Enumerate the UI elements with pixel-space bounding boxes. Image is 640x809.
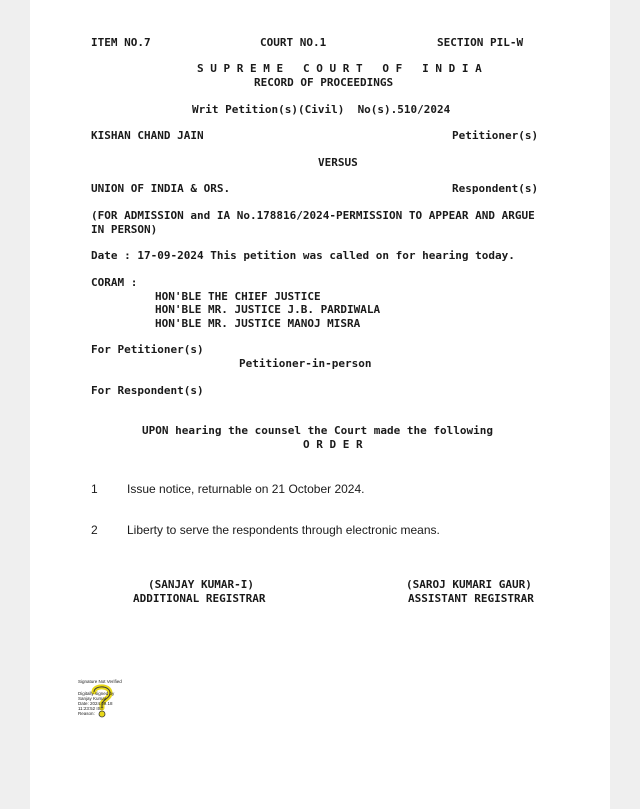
stamp-line-3: Sanjay Kumar [78,696,107,701]
coram-label: CORAM : [91,276,138,289]
for-petitioner-label: For Petitioner(s) [91,343,204,356]
judge-2: HON'BLE MR. JUSTICE J.B. PARDIWALA [155,303,381,316]
versus-label: VERSUS [318,156,358,169]
right-signatory-name: (SAROJ KUMARI GAUR) [406,578,532,591]
stamp-line-5: 11:23:52 IST [78,706,104,711]
order-intro: UPON hearing the counsel the Court made the following [142,424,493,437]
left-signatory-title: ADDITIONAL REGISTRAR [133,592,266,605]
stamp-line-2: Digitally signed by [78,691,115,696]
respondent-name: UNION OF INDIA & ORS. [91,182,231,195]
hearing-date-line: Date : 17-09-2024 This petition was called on for hearing today. [91,249,515,262]
right-signatory-title: ASSISTANT REGISTRAR [408,592,534,605]
ia-line-1: (FOR ADMISSION and IA No.178816/2024-PERMISSION TO APPEAR AND ARGUE [91,209,535,222]
order-heading: O R D E R [303,438,363,451]
court-name: S U P R E M E C O U R T O F I N D I A [197,62,482,75]
respondent-role: Respondent(s) [452,182,539,195]
stamp-line-4: Date: 2024.09.18 [78,701,113,706]
order-item-1-text: Issue notice, returnable on 21 October 2024. [127,482,365,496]
order-item-2-text: Liberty to serve the respondents through electronic means. [127,523,440,537]
petition-number: Writ Petition(s)(Civil) No(s).510/2024 [192,103,451,116]
judge-3: HON'BLE MR. JUSTICE MANOJ MISRA [155,317,361,330]
judge-1: HON'BLE THE CHIEF JUSTICE [155,290,321,303]
stamp-line-6: Reason: [78,711,95,716]
left-signatory-name: (SANJAY KUMAR-I) [148,578,254,591]
digital-signature-stamp [78,678,138,726]
ia-line-2: IN PERSON) [91,223,158,236]
petitioner-role: Petitioner(s) [452,129,539,142]
for-respondent-label: For Respondent(s) [91,384,204,397]
document-page [30,0,610,809]
item-number: ITEM NO.7 [91,36,151,49]
petitioner-name: KISHAN CHAND JAIN [91,129,204,142]
record-of-proceedings: RECORD OF PROCEEDINGS [254,76,394,89]
order-item-2-number: 2 [91,523,98,537]
section-label: SECTION PIL-W [437,36,524,49]
court-number: COURT NO.1 [260,36,327,49]
stamp-line-1: Signature Not Verified [78,679,122,684]
petitioner-counsel: Petitioner-in-person [239,357,372,370]
order-item-1-number: 1 [91,482,98,496]
